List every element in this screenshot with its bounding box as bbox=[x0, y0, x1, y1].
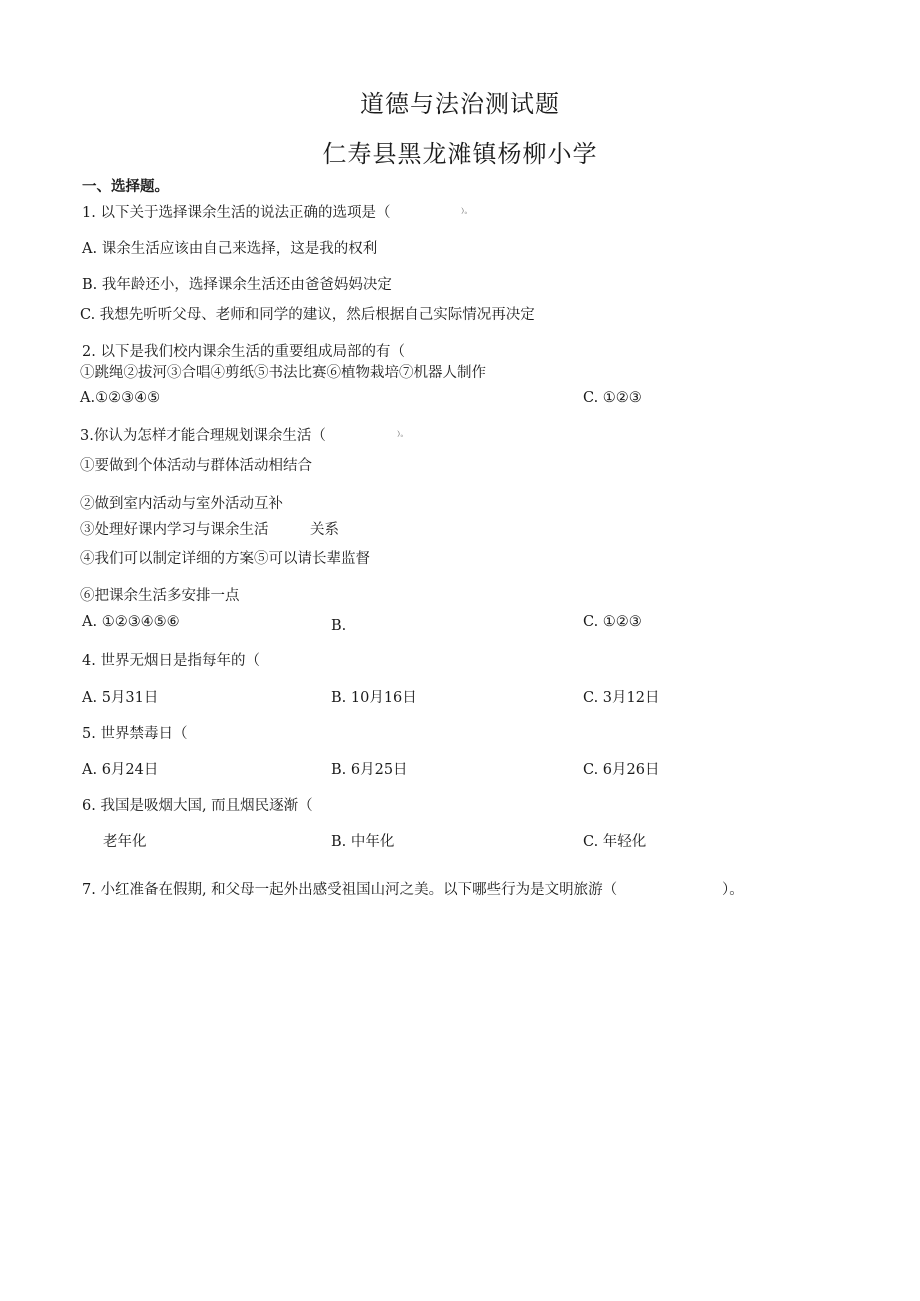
question-3-item-6: ⑥把课余生活多安排一点 bbox=[80, 588, 240, 604]
question-2-items: ①跳绳②拔河③合唱④剪纸⑤书法比赛⑥植物栽培⑦机器人制作 bbox=[80, 365, 486, 381]
question-2-stem: 2. 以下是我们校内课余生活的重要组成局部的有（ bbox=[82, 344, 405, 360]
question-5-option-c: C. 6月26日 bbox=[583, 762, 660, 778]
question-5-option-b: B. 6月25日 bbox=[331, 762, 408, 778]
question-3-option-a: A. ①②③④⑤⑥ bbox=[82, 614, 180, 630]
question-4-option-a: A. 5月31日 bbox=[82, 690, 159, 706]
question-1-stem: 1. 以下关于选择课余生活的说法正确的选项是（ bbox=[82, 205, 391, 221]
question-5-option-a: A. 6月24日 bbox=[82, 762, 159, 778]
question-3-item-3-tail: 关系 bbox=[310, 522, 339, 538]
question-3-item-2: ②做到室内活动与室外活动互补 bbox=[80, 496, 283, 512]
question-5-stem: 5. 世界禁毒日（ bbox=[82, 726, 188, 742]
question-1-mark: ）。 bbox=[461, 207, 472, 215]
document-subtitle: 仁寿县黑龙滩镇杨柳小学 bbox=[322, 140, 598, 168]
question-4-stem: 4. 世界无烟日是指每年的（ bbox=[82, 653, 260, 669]
question-3-stem: 3.你认为怎样才能合理规划课余生活（ bbox=[80, 428, 326, 444]
question-1-option-a: A. 课余生活应该由自己来选择，这是我的权利 bbox=[82, 241, 378, 257]
section-heading: 一、选择题。 bbox=[82, 179, 169, 195]
question-1-option-b: B. 我年龄还小，选择课余生活还由爸爸妈妈决定 bbox=[82, 277, 392, 293]
question-4-option-c: C. 3月12日 bbox=[583, 690, 660, 706]
question-3-mark: ）。 bbox=[397, 430, 408, 438]
question-4-option-b: B. 10月16日 bbox=[331, 690, 417, 706]
question-7-end: ）。 bbox=[722, 882, 744, 898]
question-3-option-b: B. bbox=[331, 618, 347, 634]
question-6-option-c: C. 年轻化 bbox=[583, 834, 647, 850]
question-3-item-1: ①要做到个体活动与群体活动相结合 bbox=[80, 458, 312, 474]
question-6-stem: 6. 我国是吸烟大国, 而且烟民逐渐（ bbox=[82, 798, 313, 814]
question-3-item-4: ④我们可以制定详细的方案⑤可以请长辈监督 bbox=[80, 551, 370, 567]
question-1-option-c: C. 我想先听听父母、老师和同学的建议，然后根据自己实际情况再决定 bbox=[80, 307, 535, 323]
question-7-stem: 7. 小红准备在假期, 和父母一起外出感受祖国山河之美。以下哪些行为是文明旅游（ bbox=[82, 882, 618, 898]
question-6-option-b: B. 中年化 bbox=[331, 834, 395, 850]
question-2-option-c: C. ①②③ bbox=[583, 390, 642, 406]
document-title: 道德与法治测试题 bbox=[360, 90, 560, 118]
question-3-option-c: C. ①②③ bbox=[583, 614, 642, 630]
question-2-option-a: A.①②③④⑤ bbox=[80, 390, 161, 406]
question-3-item-3: ③处理好课内学习与课余生活 bbox=[80, 522, 269, 538]
question-6-option-a: 老年化 bbox=[103, 834, 147, 850]
